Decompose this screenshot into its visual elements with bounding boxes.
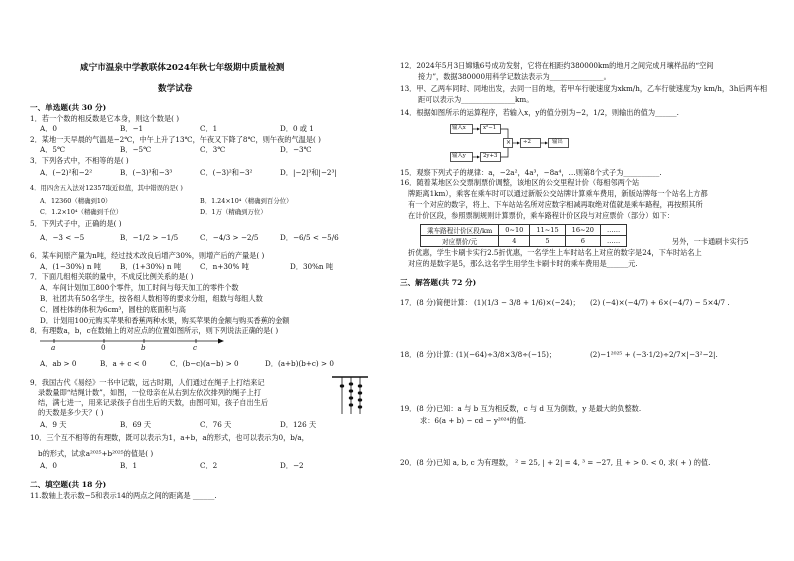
section-solution: 三、解答题(共 72 分) bbox=[400, 278, 477, 287]
fare-cell: 6 bbox=[565, 236, 600, 247]
q9-option-d[interactable]: D．126 天 bbox=[280, 420, 317, 429]
q3-stem: 3．下列各式中，不相等的是( ) bbox=[30, 156, 129, 165]
q8-number-line bbox=[38, 336, 228, 352]
fare-cell: …… bbox=[600, 225, 626, 236]
fare-cell: 16~20 bbox=[565, 225, 600, 236]
q3-option-d[interactable]: D．|−2|³和|−2³| bbox=[280, 168, 337, 177]
section-single-choice: 一、单选题(共 30 分) bbox=[30, 103, 107, 112]
section-fill-blank: 二、填空题(共 18 分) bbox=[30, 480, 107, 489]
q3-option-a[interactable]: A．(−2)²和−2² bbox=[40, 168, 93, 177]
q18-label: 18．(8 分)计算： bbox=[400, 350, 458, 359]
q14-flowchart bbox=[450, 120, 590, 166]
exam-subtitle: 数学试卷 bbox=[158, 84, 193, 94]
q1-option-c[interactable]: C．1 bbox=[200, 124, 218, 133]
axis-label-0: 0 bbox=[101, 343, 106, 352]
fare-cell: 11~15 bbox=[530, 225, 565, 236]
q3-option-b[interactable]: B．(−3)³和−3³ bbox=[120, 168, 173, 177]
knot-rope-figure bbox=[330, 374, 370, 418]
q10-option-a[interactable]: A．0 bbox=[40, 461, 57, 470]
q16-line-1: 16．随着某地区公交票制票价调整，该地区的公交里程计价（每相邻两个站 bbox=[400, 178, 640, 187]
q8-stem: 8．有理数a，b，c在数轴上的对应点的位置如图所示，则下列说法正确的是( ) bbox=[30, 326, 279, 335]
q8-option-d[interactable]: D．(a+b)(b+c) > 0 bbox=[265, 359, 334, 368]
fare-table-row bbox=[421, 225, 627, 236]
q7-option-c[interactable]: C．圆柱体的体积为6cm³，圆柱的底面积与高 bbox=[40, 305, 186, 314]
fare-cell: …… bbox=[600, 236, 626, 247]
q4-option-c[interactable]: C．1.2×10⁴（精确到千位） bbox=[40, 208, 123, 216]
q17-label: 17．(8 分)简便计算： bbox=[400, 298, 472, 307]
q20-text: 20．(8 分)已知 a, b, c 为有理数， ² = 25, | + 2| = 4, ³ = −27, 且 + > 0. < 0, 求( + ) 的值. bbox=[400, 458, 711, 467]
flow-output: 输出 bbox=[552, 139, 563, 145]
q16-line-2: 牌距离1km），乘客在乘车时可以通过新版公交站牌计算乘车费用，新版站牌每一个站名上方都 bbox=[408, 189, 708, 198]
q17-part-2: (2) (−4)×(−4/7) + 6×(−4/7) − 5×4/7 . bbox=[590, 298, 730, 307]
q9-line-4: 的天数是多少天？( ) bbox=[38, 408, 104, 417]
q8-option-c[interactable]: C．(b−c)(a−b) > 0 bbox=[170, 359, 239, 368]
q18-part-2: (2)−1²⁰²⁵ + (−3·1/2)÷2/7×|−3²−2|. bbox=[590, 350, 718, 359]
q6-option-d[interactable]: D．30%n 吨 bbox=[290, 262, 334, 271]
q15-text: 15．观察下列式子的规律：a，−2a²，4a³，−8a⁴，…则第8个式子为__________. bbox=[400, 168, 662, 177]
q13-line-1: 13．甲、乙两车同时、同地出发，去同一目的地，若甲车行驶速度为xkm/h，乙车行驶速度为y km/h，3h后两车相 bbox=[400, 84, 768, 93]
q16-line-5: 折优惠，学生卡刷卡实行2.5折优惠，一名学生上车时站名上对应的数字是24，下车时站名上 bbox=[408, 248, 702, 257]
axis-label-c: c bbox=[193, 343, 198, 352]
q1-option-b[interactable]: B．−1 bbox=[120, 124, 144, 133]
q9-line-3: 结，满七进一，用来记录孩子自出生后的天数，由图可知，孩子自出生后 bbox=[38, 398, 269, 407]
q6-option-a[interactable]: A．(1−30%) n 吨 bbox=[40, 262, 101, 271]
q7-option-b[interactable]: B．社团共有50名学生，按各组人数相等的要求分组，组数与每组人数 bbox=[40, 294, 263, 303]
q12-line-1: 12．2024年5月3日嫦娥6号成功发射，它将在相距约380000km的地月之间完成月壤样品的“空间 bbox=[400, 61, 714, 70]
q4-option-a[interactable]: A．12360（精确到10） bbox=[40, 197, 112, 205]
fare-cell: 0~10 bbox=[499, 225, 530, 236]
flow-box-divide: ÷2 bbox=[523, 139, 531, 145]
q1-option-d[interactable]: D．0 或 1 bbox=[280, 124, 314, 133]
q7-option-a[interactable]: A．车间计划加工800个零件，加工时间与每天加工的零件个数 bbox=[40, 283, 239, 292]
q2-option-b[interactable]: B．−5℃ bbox=[120, 145, 152, 154]
q4-option-d[interactable]: D．1万（精确到万位） bbox=[200, 208, 267, 216]
axis-label-a: a bbox=[51, 343, 56, 352]
q10-line-2: b的形式，试求a²⁰²⁵+b²⁰²⁵的值是( ) bbox=[38, 449, 154, 458]
q4-option-b[interactable]: B．1.24×10⁴（精确到百分位） bbox=[200, 197, 293, 205]
q5-option-c[interactable]: C．−4/3 > −2/5 bbox=[200, 233, 259, 242]
q17-part-1: (1)(1/3 − 3/8 + 1/6)×(−24)； bbox=[474, 298, 580, 307]
q9-option-a[interactable]: A．9 天 bbox=[40, 420, 67, 429]
q1-stem: 1．若一个数的相反数是它本身，则这个数是( ) bbox=[30, 114, 180, 123]
q8-option-a[interactable]: A．ab > 0 bbox=[40, 359, 77, 368]
q14-stem: 14．根据如图所示的运算程序，若输入x，y的值分别为−2，1/2，则输出的值为______. bbox=[400, 108, 679, 117]
fare-table bbox=[420, 224, 627, 247]
q5-option-a[interactable]: A．−3 < −5 bbox=[40, 233, 85, 242]
flow-input-y: 输入y bbox=[452, 153, 466, 159]
q9-line-2: 录数量即“结绳计数”，如图，一位母亲在从右到左依次排列的绳子上打 bbox=[38, 388, 261, 397]
q19-line-1: 19．(8 分)已知：a 与 b 互为相反数，c 与 d 互为倒数，y 是最大的负整数. bbox=[400, 404, 642, 413]
q9-option-b[interactable]: B．69 天 bbox=[120, 420, 152, 429]
flow-input-x: 输入x bbox=[452, 125, 466, 131]
q5-option-d[interactable]: D．−6/5 < −5/6 bbox=[280, 233, 339, 242]
q2-option-c[interactable]: C．3℃ bbox=[200, 145, 226, 154]
fare-cell: 5 bbox=[530, 236, 565, 247]
q19-line-2: 求：6(a + b) − cd − y²⁰²⁴的值. bbox=[420, 416, 527, 425]
q9-line-1: 9．我国古代《易经》一书中记载，远古时期，人们通过在绳子上打结来记 bbox=[30, 378, 265, 387]
q9-option-c[interactable]: C．76 天 bbox=[200, 420, 232, 429]
q10-option-c[interactable]: C．2 bbox=[200, 461, 218, 470]
exam-title: 咸宁市温泉中学教联体2024年秋七年级期中质量检测 bbox=[80, 63, 285, 73]
flow-multiply-sign: × bbox=[506, 139, 512, 146]
q7-option-d[interactable]: D．计划用100元购买苹果和香蕉两种水果，购买苹果的金额与购买香蕉的金额 bbox=[40, 316, 290, 325]
q4-stem: 4．用四舍五入法对12357取近似值，其中错误的是( ) bbox=[30, 184, 183, 192]
q1-option-a[interactable]: A．0 bbox=[40, 124, 57, 133]
q11-text: 11.数轴上表示数−5和表示14的两点之间的距离是 ______. bbox=[30, 491, 217, 500]
q6-option-b[interactable]: B．(1+30%) n 吨 bbox=[120, 262, 182, 271]
q2-option-a[interactable]: A．5℃ bbox=[40, 145, 65, 154]
q2-stem: 2．某地一天早晨的气温是−2℃，中午上升了13℃，午夜又下降了8℃，则午夜的气温是( ) bbox=[30, 135, 321, 144]
q6-stem: 6．某车间原产量为n吨，经过技术改良后增产30%，则增产后的产量是( ) bbox=[30, 251, 265, 260]
q18-part-1: (1)(−64)÷3/8×3/8÷(−15)； bbox=[456, 350, 557, 359]
q5-stem: 5．下列式子中，正确的是( ) bbox=[30, 219, 122, 228]
q10-option-d[interactable]: D．−2 bbox=[280, 461, 304, 470]
q16-after-table: 另外，一卡通刷卡实行5 bbox=[672, 237, 749, 246]
q10-option-b[interactable]: B．1 bbox=[120, 461, 138, 470]
q2-option-d[interactable]: D．−3℃ bbox=[280, 145, 312, 154]
fare-table-row bbox=[421, 236, 627, 247]
fare-cell: 乘车路程计价区段/km bbox=[421, 225, 499, 236]
q7-stem: 7．下面几组相关联的量中，不成反比例关系的是( ) bbox=[30, 272, 194, 281]
q13-line-2: 距可以表示为_______________km。 bbox=[418, 95, 534, 104]
fare-cell: 4 bbox=[499, 236, 530, 247]
flow-box-square: x²−1 bbox=[483, 125, 497, 131]
flow-box-linear: 2y+3 bbox=[483, 153, 498, 159]
q16-line-6: 对应的是数字是5，那么这名学生用学生卡刷卡时的乘车费用是______元. bbox=[408, 259, 638, 268]
q3-option-c[interactable]: C．(−3)²和−3² bbox=[200, 168, 253, 177]
axis-label-b: b bbox=[141, 343, 146, 352]
q16-line-4: 在计价区段，参照票制规则计算票价，乘车路程计价区段与对应票价（部分）如下： bbox=[408, 211, 674, 220]
q6-option-c[interactable]: C．n+30% 吨 bbox=[200, 262, 249, 271]
q12-line-2: 接力”，数据380000用科学记数法表示为_______________。 bbox=[418, 72, 611, 81]
q5-option-b[interactable]: B．−1/2 > −1/5 bbox=[120, 233, 179, 242]
q16-line-3: 有一个对应的数字，将上、下车站站名所对应数字相减再取绝对值就是乘车路程，再按照其所 bbox=[408, 200, 703, 209]
q10-line-1: 10．三个互不相等的有理数，既可以表示为1，a+b，a的形式，也可以表示为0，b/a， bbox=[30, 433, 309, 442]
fare-cell: 对应票价/元 bbox=[421, 236, 499, 247]
q8-option-b[interactable]: B．a + c < 0 bbox=[100, 359, 147, 368]
